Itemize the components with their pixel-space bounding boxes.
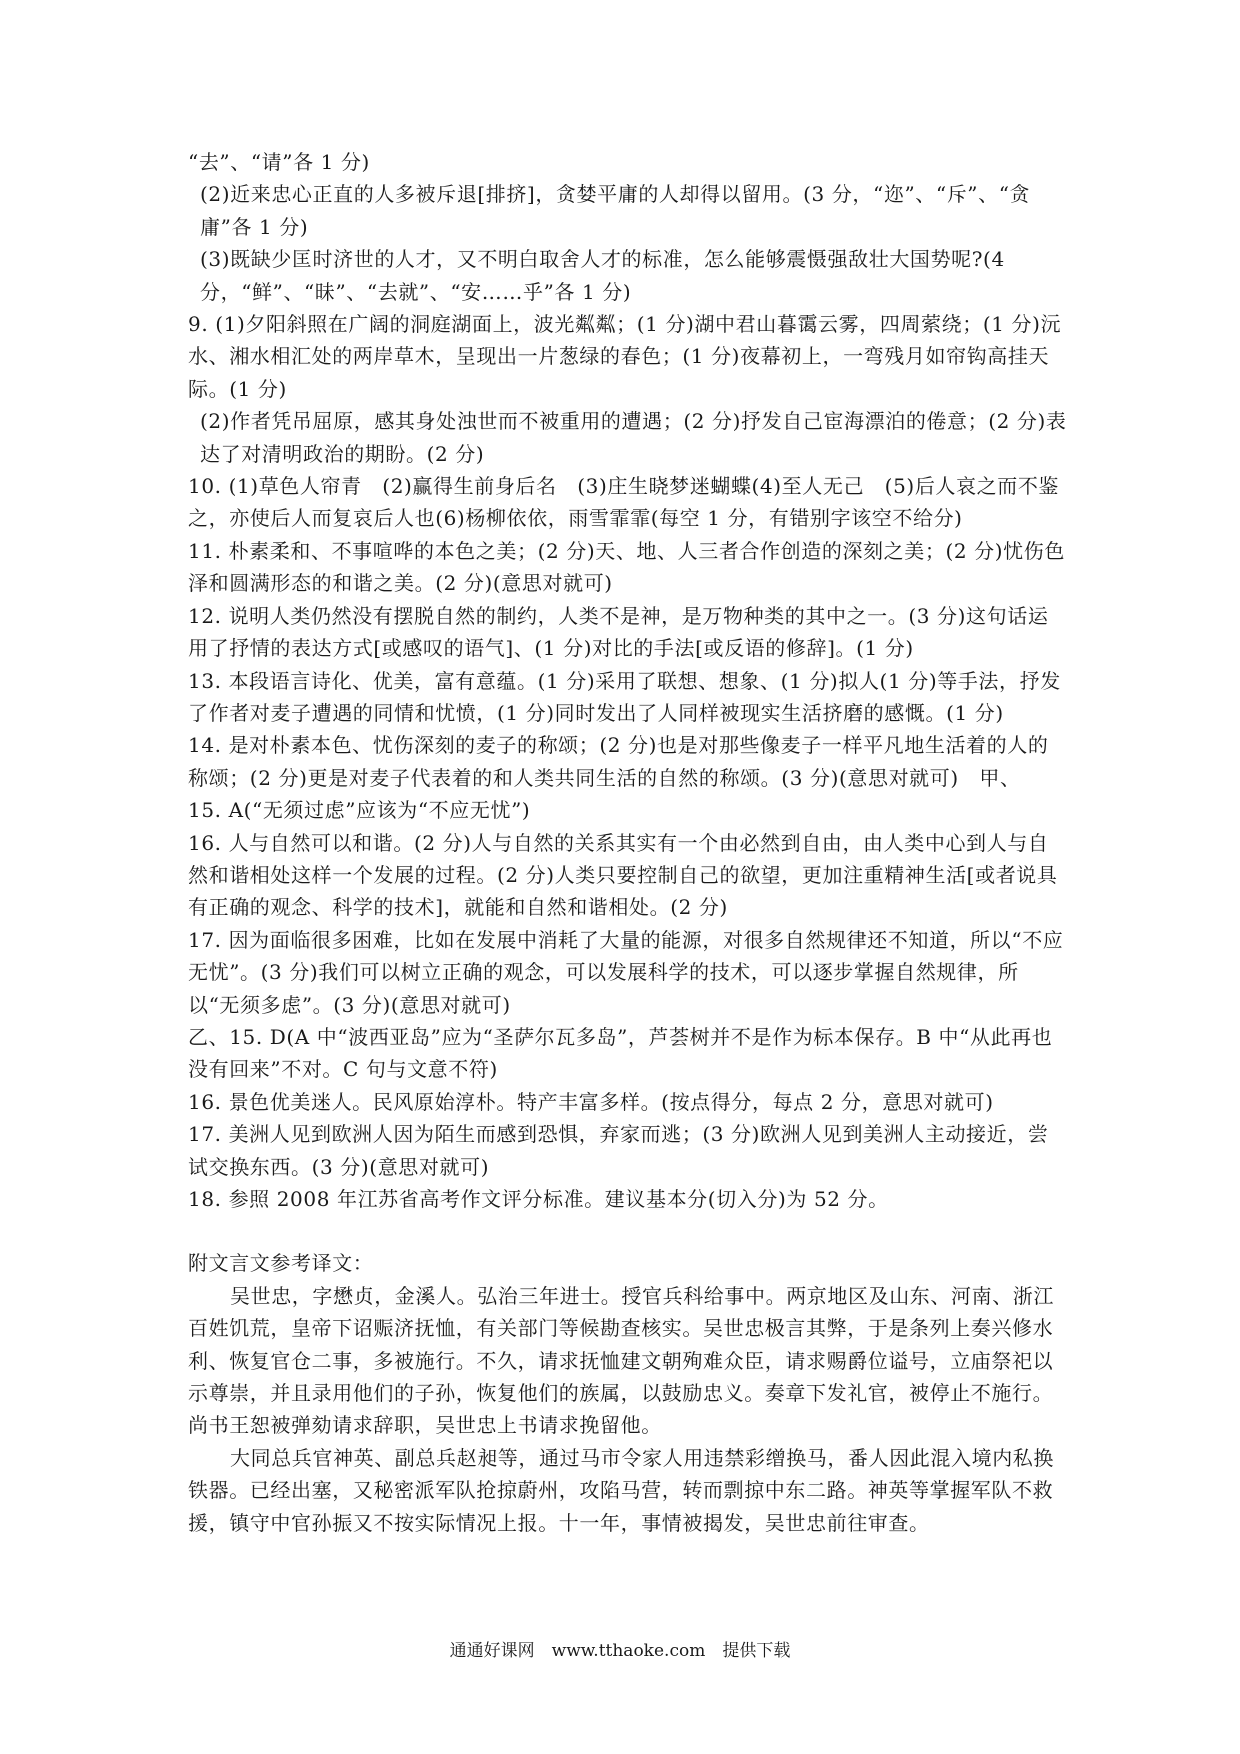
- answer-line: (3)既缺少匡时济世的人才，又不明白取舍人才的标准，怎么能够震慑强敌壮大国势呢?(4 分，“鲜”、“昧”、“去就”、“安……乎”各 1 分): [200, 247, 1005, 304]
- answer-line: 12. 说明人类仍然没有摆脱自然的制约，人类不是神，是万物种类的其中之一。(3 分)这句话运用了抒情的表达方式[或感叹的语气]、(1 分)对比的手法[或反语的修辞]。(1 分): [188, 603, 1049, 661]
- answer-line: (2)近来忠心正直的人多被斥退[排挤]，贪婪平庸的人却得以留用。(3 分，“迩”、“斥”、“贪庸”各 1 分): [200, 182, 1031, 239]
- translation-heading: 附文言文参考译文：: [188, 1251, 374, 1276]
- translation-paragraph: 大同总兵官神英、副总兵赵昶等，通过马市令家人用违禁彩缯换马，番人因此混入境内私换铁器。已经出塞，又秘密派军队抢掠蔚州，攻陷马营，转而剽掠中东二路。神英等掌握军队不救援，镇守中官孙振又不按实际情况上报。十一年，事情被揭发，吴世忠前往审查。: [188, 1445, 1054, 1535]
- answer-line: 16. 景色优美迷人。民风原始淳朴。特产丰富多样。(按点得分，每点 2 分，意思对就可): [188, 1089, 994, 1114]
- section-gap: [188, 1215, 1068, 1247]
- answer-line: 16. 人与自然可以和谐。(2 分)人与自然的关系其实有一个由必然到自由，由人类中心到人与自然和谐相处这样一个发展的过程。(2 分)人类只要控制自己的欲望，更加注重精神生活[或者说具有正确的观念、科学的技术]，就能和自然和谐相处。(2 分): [188, 830, 1058, 920]
- answer-line: 11. 朴素柔和、不事喧哗的本色之美；(2 分)天、地、人三者合作创造的深刻之美；(2 分)忧伤色泽和圆满形态的和谐之美。(2 分)(意思对就可): [188, 538, 1065, 596]
- translation-paragraph: 吴世忠，字懋贞，金溪人。弘治三年进士。授官兵科给事中。两京地区及山东、河南、浙江百姓饥荒，皇帝下诏赈济抚恤，有关部门等候勘查核实。吴世忠极言其弊，于是条列上奏兴修水利、恢复官仓二事，多被施行。不久，请求抚恤建文朝殉难众臣，请求赐爵位谥号，立庙祭祀以示尊崇，并且录用他们的子孙，恢复他们的族属，以鼓励忠义。奏章下发礼官，被停止不施行。尚书王恕被弹劾请求辞职，吴世忠上书请求挽留他。: [188, 1283, 1054, 1438]
- answer-line: 14. 是对朴素本色、忧伤深刻的麦子的称颂；(2 分)也是对那些像麦子一样平凡地生活着的人的称颂；(2 分)更是对麦子代表着的和人类共同生活的自然的称颂。(3 分)(意思对就可) 甲、: [188, 733, 1049, 790]
- answer-line: 17. 美洲人见到欧洲人因为陌生而感到恐惧，弃家而逃；(3 分)欧洲人见到美洲人主动接近，尝试交换东西。(3 分)(意思对就可): [188, 1122, 1049, 1179]
- answer-key: [188, 146, 1068, 1215]
- page-footer: 通通好课网 www.tthaoke.com 提供下载: [449, 1641, 791, 1661]
- answer-line: 13. 本段语言诗化、优美，富有意蕴。(1 分)采用了联想、想象、(1 分)拟人(1 分)等手法，抒发了作者对麦子遭遇的同情和忧愤，(1 分)同时发出了人同样被现实生活挤磨的感慨。(1 分): [188, 668, 1061, 725]
- answer-line: 18. 参照 2008 年江苏省高考作文评分标准。建议基本分(切入分)为 52 分。: [188, 1187, 889, 1211]
- answer-line: (2)作者凭吊屈原，感其身处浊世而不被重用的遭遇；(2 分)抒发自己宦海漂泊的倦意；(2 分)表达了对清明政治的期盼。(2 分): [200, 409, 1067, 466]
- translation-section: [188, 1247, 1068, 1539]
- answer-line: “去”、“请”各 1 分): [188, 150, 370, 174]
- answer-line: 17. 因为面临很多困难，比如在发展中消耗了大量的能源，对很多自然规律还不知道，所以“不应无忧”。(3 分)我们可以树立正确的观念，可以发展科学的技术，可以逐步掌握自然规律，所以“无须多虑”。(3 分)(意思对就可): [188, 927, 1064, 1017]
- document-body: [188, 146, 1068, 1539]
- answer-line: 15. A(“无须过虑”应该为“不应无忧”): [188, 798, 531, 823]
- answer-line: 10. (1)草色人帘青 (2)赢得生前身后名 (3)庄生晓梦迷蝴蝶(4)至人无己 (5)后人哀之而不鉴之，亦使后人而复哀后人也(6)杨柳依依，雨雪霏霏(每空 1 分，有错别字该空不给分): [188, 474, 1060, 531]
- answer-line: 乙、15. D(A 中“波西亚岛”应为“圣萨尔瓦多岛”，芦荟树并不是作为标本保存。B 中“从此再也没有回来”不对。C 句与文意不符): [188, 1024, 1053, 1082]
- answer-line: 9. (1)夕阳斜照在广阔的洞庭湖面上，波光粼粼；(1 分)湖中君山暮霭云雾，四周萦绕；(1 分)沅水、湘水相汇处的两岸草木，呈现出一片葱绿的春色；(1 分)夜幕初上，一弯残月如帘钩高挂天际。(1 分): [188, 312, 1062, 401]
